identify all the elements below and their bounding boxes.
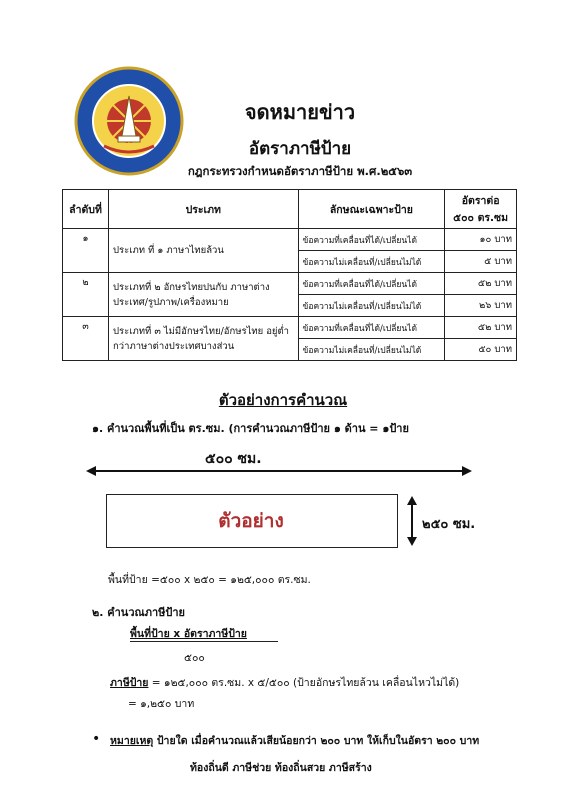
row-type: ประเภทที่ ๒ อักษรไทยปนกับ ภาษาต่างประเทศ/รูปภาพ/เครื่องหมาย [109,273,299,317]
table-header-row [63,190,517,229]
step-1-text: ๑. คำนวณพื้นที่เป็น ตร.ซม. (การคำนวณภาษีป้าย ๑ ด้าน = ๑ป้าย [92,422,409,435]
height-label: ๒๕๐ ซม. [422,517,476,532]
table-row [63,229,517,251]
tax-rate-table [62,189,517,361]
formula-numerator: พื้นที่ป้าย x อัตราภาษีป้าย [130,628,247,640]
row-rate: ๕๒ บาท [445,273,517,295]
header-feature: ลักษณะเฉพาะป้าย [298,190,445,229]
row-feature: ข้อความไม่เคลื่อนที่/เปลี่ยนไม่ได้ [298,251,445,273]
row-rate: ๑๐ บาท [445,229,517,251]
note [110,732,479,749]
row-feature: ข้อความที่เคลื่อนที่ได้/เปลี่ยนได้ [298,317,445,339]
row-type: ประเภทที่ ๓ ไม่มีอักษรไทย/อักษรไทย อยู่ต่ำกว่าภาษาต่างประเทศบางส่วน [109,317,299,361]
example-section-title: ตัวอย่างการคำนวณ [218,391,348,409]
row-rate: ๕ บาท [445,251,517,273]
fraction-line [130,641,278,642]
row-rate: ๒๖ บาท [445,295,517,317]
regulation-title: กฎกระทรวงกำหนดอัตราภาษีป้าย พ.ศ.๒๕๖๓ [187,164,413,178]
height-double-arrow-icon [406,496,418,546]
header-type: ประเภท [109,190,299,229]
formula-denominator: ๕๐๐ [184,652,205,664]
tax-calculation [110,674,459,691]
header-no: ลำดับที่ [63,190,109,229]
table-row [63,317,517,339]
header-rate: อัตราต่อ ๕๐๐ ตร.ซม [445,190,517,229]
row-rate: ๕๐ บาท [445,339,517,361]
bullet-icon: • [92,731,101,747]
note-text: ป้ายใด เมื่อคำนวณแล้วเสียน้อยกว่า ๒๐๐ บาท ให้เก็บในอัตรา ๒๐๐ บาท [153,735,480,747]
row-feature: ข้อความไม่เคลื่อนที่/เปลี่ยนไม่ได้ [298,339,445,361]
row-feature: ข้อความไม่เคลื่อนที่/เปลี่ยนไม่ได้ [298,295,445,317]
slogan: ท้องถิ่นดี ภาษีช่วย ท้องถิ่นสวย ภาษีสร้าง [190,762,372,774]
page-title: จดหมายข่าว [244,100,356,124]
row-feature: ข้อความที่เคลื่อนที่ได้/เปลี่ยนได้ [298,273,445,295]
width-label: ๕๐๐ ซม. [205,451,262,467]
step-2-text: ๒. คำนวณภาษีป้าย [92,606,185,619]
row-rate: ๕๒ บาท [445,317,517,339]
example-sign-label: ตัวอย่าง [218,510,284,532]
row-no: ๒ [63,273,109,317]
row-no: ๓ [63,317,109,361]
area-calculation: พื้นที่ป้าย =๕๐๐ x ๒๕๐ = ๑๒๕,๐๐๐ ตร.ซม. [108,574,311,586]
row-no: ๑ [63,229,109,273]
width-double-arrow-icon [86,464,472,478]
tax-calc-text: = ๑๒๕,๐๐๐ ตร.ซม. x ๕/๕๐๐ (ป้ายอักษรไทยล้วน เคลื่อนไหวไม่ได้) [148,677,460,689]
note-label: หมายเหตุ [110,735,154,747]
row-feature: ข้อความที่เคลื่อนที่ได้/เปลี่ยนได้ [298,229,445,251]
page-subtitle: อัตราภาษีป้าย [248,139,352,159]
row-type: ประเภท ที่ ๑ ภาษาไทยล้วน [109,229,299,273]
table-row [63,273,517,295]
tax-result: = ๑,๒๕๐ บาท [128,698,195,710]
tax-label: ภาษีป้าย [110,677,149,689]
